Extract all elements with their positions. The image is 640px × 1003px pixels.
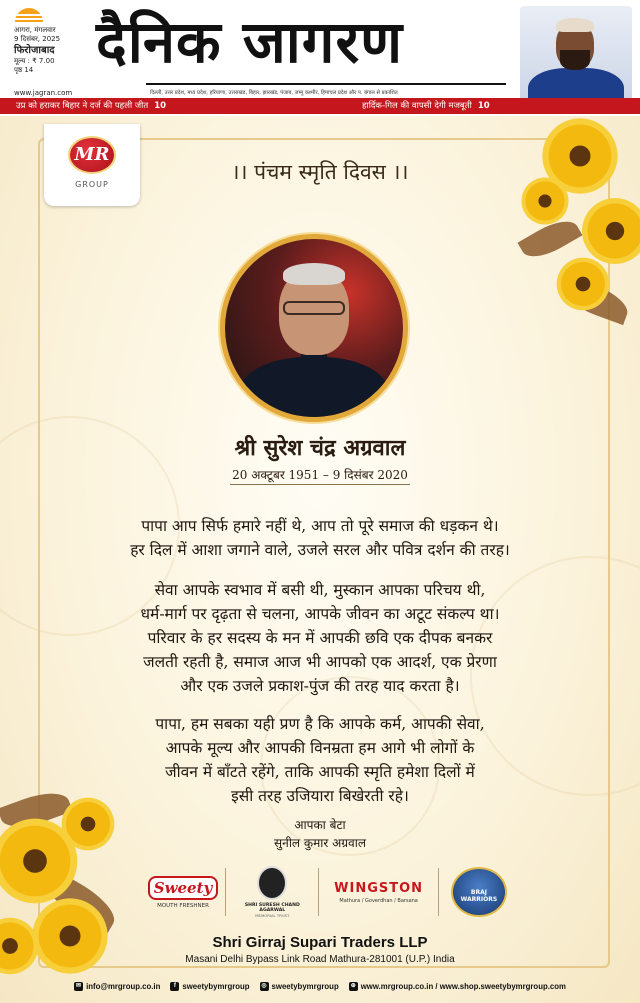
tribute-line: पापा आप सिर्फ हमारे नहीं थे, आप तो पूरे समाज की धड़कन थे।: [141, 517, 499, 535]
tribute-line: परिवार के हर सदस्य के मन में आपकी छवि एक दीपक बनकर: [147, 629, 493, 647]
newspaper-masthead: [0, 0, 640, 96]
instagram-icon: ◎: [261, 982, 267, 989]
contact-instagram[interactable]: [260, 982, 339, 991]
headline-ticker: [0, 98, 640, 114]
mr-logo-badge: MR: [68, 136, 116, 174]
sponsor-logos: [150, 861, 510, 923]
life-dates: 20 अक्टूबर 1951 – 9 दिसंबर 2020: [232, 468, 408, 482]
edition-day: आगरा, मंगलवार: [14, 26, 56, 34]
ticker-right-page: 10: [477, 101, 490, 111]
wingston-brand: WINGSTON: [334, 880, 424, 896]
ticker-right[interactable]: [362, 98, 490, 114]
sun-logo-icon: [12, 6, 46, 22]
wingston-logo[interactable]: [329, 864, 429, 920]
contact-email[interactable]: [74, 982, 160, 991]
tribute-paragraph-1: [60, 514, 580, 562]
contact-website-text: www.mrgroup.co.in / www.shop.sweetybymrgroup.com: [360, 981, 566, 991]
sponsor-divider: [225, 868, 226, 916]
signature-relation: आपका बेटा: [294, 818, 346, 832]
sunflower-decoration: [555, 256, 611, 312]
ticker-right-text: हार्दिक-गिल की वापसी देगी मजबूती: [362, 101, 472, 111]
sponsor-divider: [318, 868, 319, 916]
ticker-left-page: 10: [154, 101, 167, 111]
memorial-heading: ।। पंचम स्मृति दिवस ।।: [231, 160, 409, 184]
tribute-line: इसी तरह उजियारा बिखेरती रहे।: [231, 787, 409, 805]
ticker-left[interactable]: [16, 98, 166, 114]
memorial-trust-logo[interactable]: [235, 864, 309, 920]
trust-name: SHRI SURESH CHAND AGARWAL: [244, 903, 300, 913]
company-name: Shri Girraj Supari Traders LLP: [212, 934, 428, 951]
contact-facebook[interactable]: [170, 982, 249, 991]
contact-bar: [0, 976, 640, 996]
edition-price: मूल्य : ₹ 7.00: [14, 57, 55, 65]
tribute-line: पापा, हम सबका यही प्रण है कि आपके कर्म, आपकी सेवा,: [155, 715, 485, 733]
edition-date: 9 दिसंबर, 2025: [14, 35, 61, 43]
contact-website[interactable]: [349, 982, 566, 991]
facebook-icon: f: [170, 982, 179, 991]
email-icon: ✉: [76, 982, 82, 989]
braj-warriors-badge: BRAJ WARRIORS: [451, 867, 507, 917]
signature-name: सुनील कुमार अग्रवाल: [274, 836, 366, 850]
cricketer-photo: [520, 6, 632, 110]
wingston-subtitle: Mathura / Goverdhan / Barsana: [339, 897, 418, 904]
contact-facebook-text: sweetybymrgroup: [182, 981, 250, 991]
memorial-advertisement: [0, 116, 640, 1003]
tribute-line: जीवन में बाँटते रहेंगे, ताकि आपकी स्मृति हमेशा दिलों में: [165, 763, 475, 781]
tribute-line: हर दिल में आशा जगाने वाले, उजले सरल और पवित्र दर्शन की तरह।: [130, 541, 510, 559]
sweety-logo[interactable]: [150, 864, 216, 920]
newspaper-title: दैनिक जागरण: [96, 8, 404, 76]
edition-info: [14, 26, 60, 75]
edition-pages: पृष्ठ 14: [14, 66, 34, 74]
ticker-left-text: उप्र को हराकर बिहार ने दर्ज की पहली जीत: [16, 101, 149, 111]
tribute-line: सेवा आपके स्वभाव में बसी थी, मुस्कान आपका परिचय थी,: [154, 581, 486, 599]
sponsor-divider: [438, 868, 439, 916]
deceased-name: श्री सुरेश चंद्र अग्रवाल: [234, 435, 406, 461]
portrait-frame: [220, 234, 408, 422]
sweety-brand: Sweety: [148, 876, 218, 900]
tribute-paragraph-3: [60, 712, 580, 808]
braj-warriors-logo[interactable]: [448, 864, 510, 920]
tribute-line: धर्म-मार्ग पर दृढ़ता से चलना, आपके जीवन का अटूट संकल्प था।: [140, 605, 500, 623]
masthead-tagline: दिल्ली, उत्तर प्रदेश, मध्य प्रदेश, हरियाणा, उत्तराखंड, बिहार, झारखंड, पंजाब, जम्मू कश्मीर, हिमाचल प्रदेश और प. बंगाल से प्रकाशित: [150, 90, 398, 96]
tribute-paragraph-2: [60, 578, 580, 698]
tribute-line: आपके मूल्य और आपकी विनम्रता हम आगे भी लोगों के: [165, 739, 475, 757]
company-address: Masani Delhi Bypass Link Road Mathura-281001 (U.P.) India: [185, 954, 455, 965]
edition-city: फिरोजाबाद: [14, 45, 55, 56]
dates-underline: [230, 484, 410, 485]
contact-instagram-text: sweetybymrgroup: [271, 981, 339, 991]
portrait-photo: [225, 239, 403, 417]
mr-logo-subtitle: GROUP: [75, 180, 109, 189]
tribute-line: और एक उजले प्रकाश-पुंज की तरह याद करता है।: [180, 677, 460, 695]
tribute-line: जलती रहती है, समाज आज भी आपको एक आदर्श, एक प्रेरणा: [143, 653, 497, 671]
sweety-subtitle: MOUTH FRESHNER: [157, 902, 209, 909]
globe-icon: ⊕: [350, 982, 356, 989]
title-underline: [146, 83, 506, 85]
trust-subtitle: MEMORIAL TRUST: [255, 913, 290, 918]
contact-email-text: info@mrgroup.co.in: [86, 981, 161, 991]
trust-portrait-icon: [257, 866, 287, 900]
website-link[interactable]: www.jagran.com: [14, 89, 73, 97]
